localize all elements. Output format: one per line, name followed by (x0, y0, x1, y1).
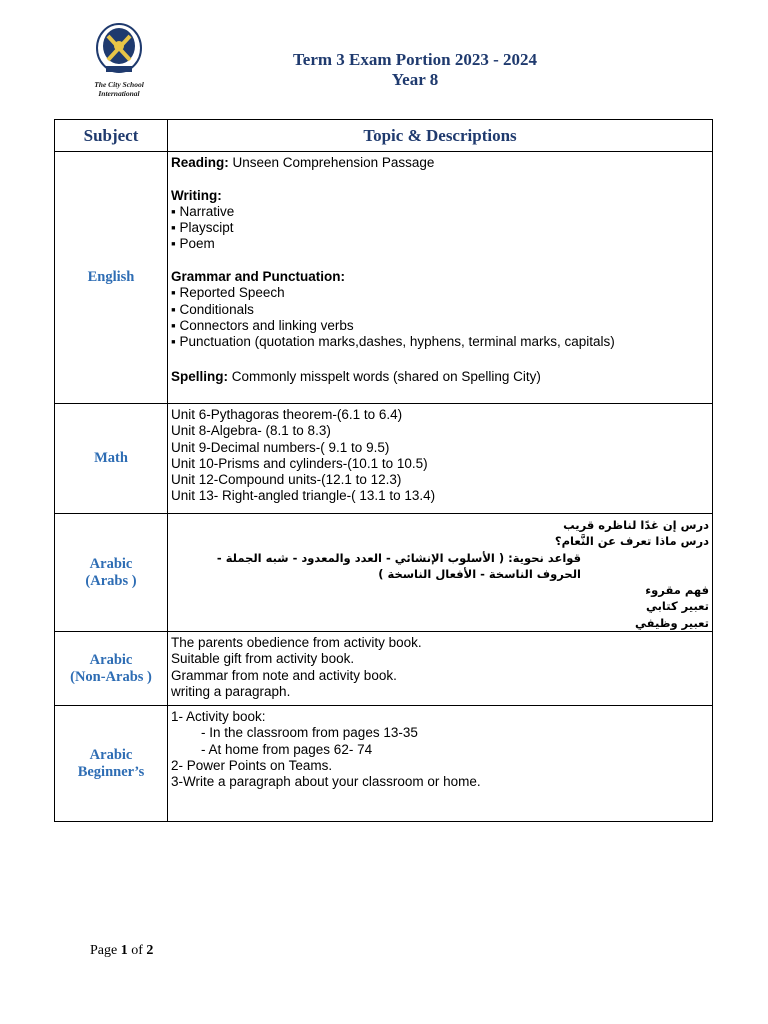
spelling-line: Spelling: Commonly misspelt words (shared on Spelling City) (171, 368, 541, 384)
topics-header: Topic & Descriptions (168, 120, 713, 152)
list-item: ▪ Connectors and linking verbs (171, 317, 354, 333)
subject-header: Subject (55, 120, 168, 152)
list-item: Suitable gift from activity book. (171, 651, 355, 667)
table-row-arabic-arabs (55, 514, 713, 632)
list-item: درس ماذا تعرف عن النَّعام؟ (554, 534, 709, 549)
list-item: ▪ Playscipt (171, 220, 234, 236)
page-title: Term 3 Exam Portion 2023 - 2024 (293, 50, 537, 69)
table-row-arabic-non-arabs (55, 632, 713, 706)
list-item: 3-Write a paragraph about your classroom or home. (171, 774, 481, 790)
table-row-math (55, 404, 713, 514)
subject-arabic-non-arabs: Arabic (Non-Arabs ) (55, 632, 168, 706)
exam-portion-table (54, 119, 713, 822)
grammar-label: Grammar and Punctuation: (171, 269, 346, 285)
list-item: قواعد نحوية: ( الأسلوب الإنشائي - العدد والمعدود - شبه الجملة - الحروف الناسخة - الأفعال الناسخة ) (216, 550, 581, 581)
subject-arabic-arabs: Arabic (Arabs ) (55, 514, 168, 632)
table-row-english (55, 152, 713, 404)
list-item: ▪ Conditionals (171, 301, 254, 317)
subject-english: English (55, 152, 168, 404)
list-item: Unit 10-Prisms and cylinders-(10.1 to 10.5) (171, 455, 428, 471)
list-item: writing a paragraph. (171, 683, 291, 699)
school-crest-icon (94, 22, 144, 80)
list-item: تعبير كتابي (645, 599, 709, 614)
arabic-non-arabs-topics (168, 632, 713, 706)
list-item: ▪ Reported Speech (171, 285, 285, 301)
list-item: ▪ Poem (171, 236, 215, 252)
list-item: ▪ Punctuation (quotation marks,dashes, hyphens, terminal marks, capitals) (171, 334, 615, 350)
list-item: Unit 13- Right-angled triangle-( 13.1 to 13.4) (171, 488, 436, 504)
subject-math: Math (55, 404, 168, 514)
list-item: 1- Activity book: (171, 709, 266, 725)
table-header-row (55, 120, 713, 152)
list-item: The parents obedience from activity book. (171, 635, 422, 651)
arabic-beginners-topics (168, 706, 713, 822)
list-item: - In the classroom from pages 13-35 (201, 725, 418, 741)
school-logo (84, 22, 154, 112)
logo-text-line2: International (98, 89, 140, 98)
list-item: Unit 6-Pythagoras theorem-(6.1 to 6.4) (171, 407, 403, 422)
arabic-arabs-topics (168, 514, 713, 632)
list-item: - At home from pages 62- 74 (201, 741, 373, 757)
page-number: Page 1 of 2 (90, 943, 154, 958)
list-item: Grammar from note and activity book. (171, 667, 397, 683)
subject-arabic-beginners: Arabic Beginner’s (55, 706, 168, 822)
list-item: 2- Power Points on Teams. (171, 757, 333, 773)
writing-label: Writing: (171, 187, 222, 203)
reading-line: Reading: Unseen Comprehension Passage (171, 155, 435, 170)
list-item: Unit 8-Algebra- (8.1 to 8.3) (171, 423, 331, 439)
page-subtitle: Year 8 (391, 70, 439, 89)
list-item: Unit 9-Decimal numbers-( 9.1 to 9.5) (171, 439, 390, 455)
list-item: فهم مقروء (645, 583, 709, 598)
english-topics (168, 152, 713, 404)
list-item: درس إن غدًا لناظره قريب (563, 518, 709, 532)
list-item: Unit 12-Compound units-(12.1 to 12.3) (171, 472, 402, 488)
list-item: ▪ Narrative (171, 203, 235, 219)
table-row-arabic-beginners (55, 706, 713, 822)
logo-text-line1: The City School (94, 80, 144, 89)
list-item: تعبير وظيفي (635, 615, 709, 630)
math-topics (168, 404, 713, 514)
